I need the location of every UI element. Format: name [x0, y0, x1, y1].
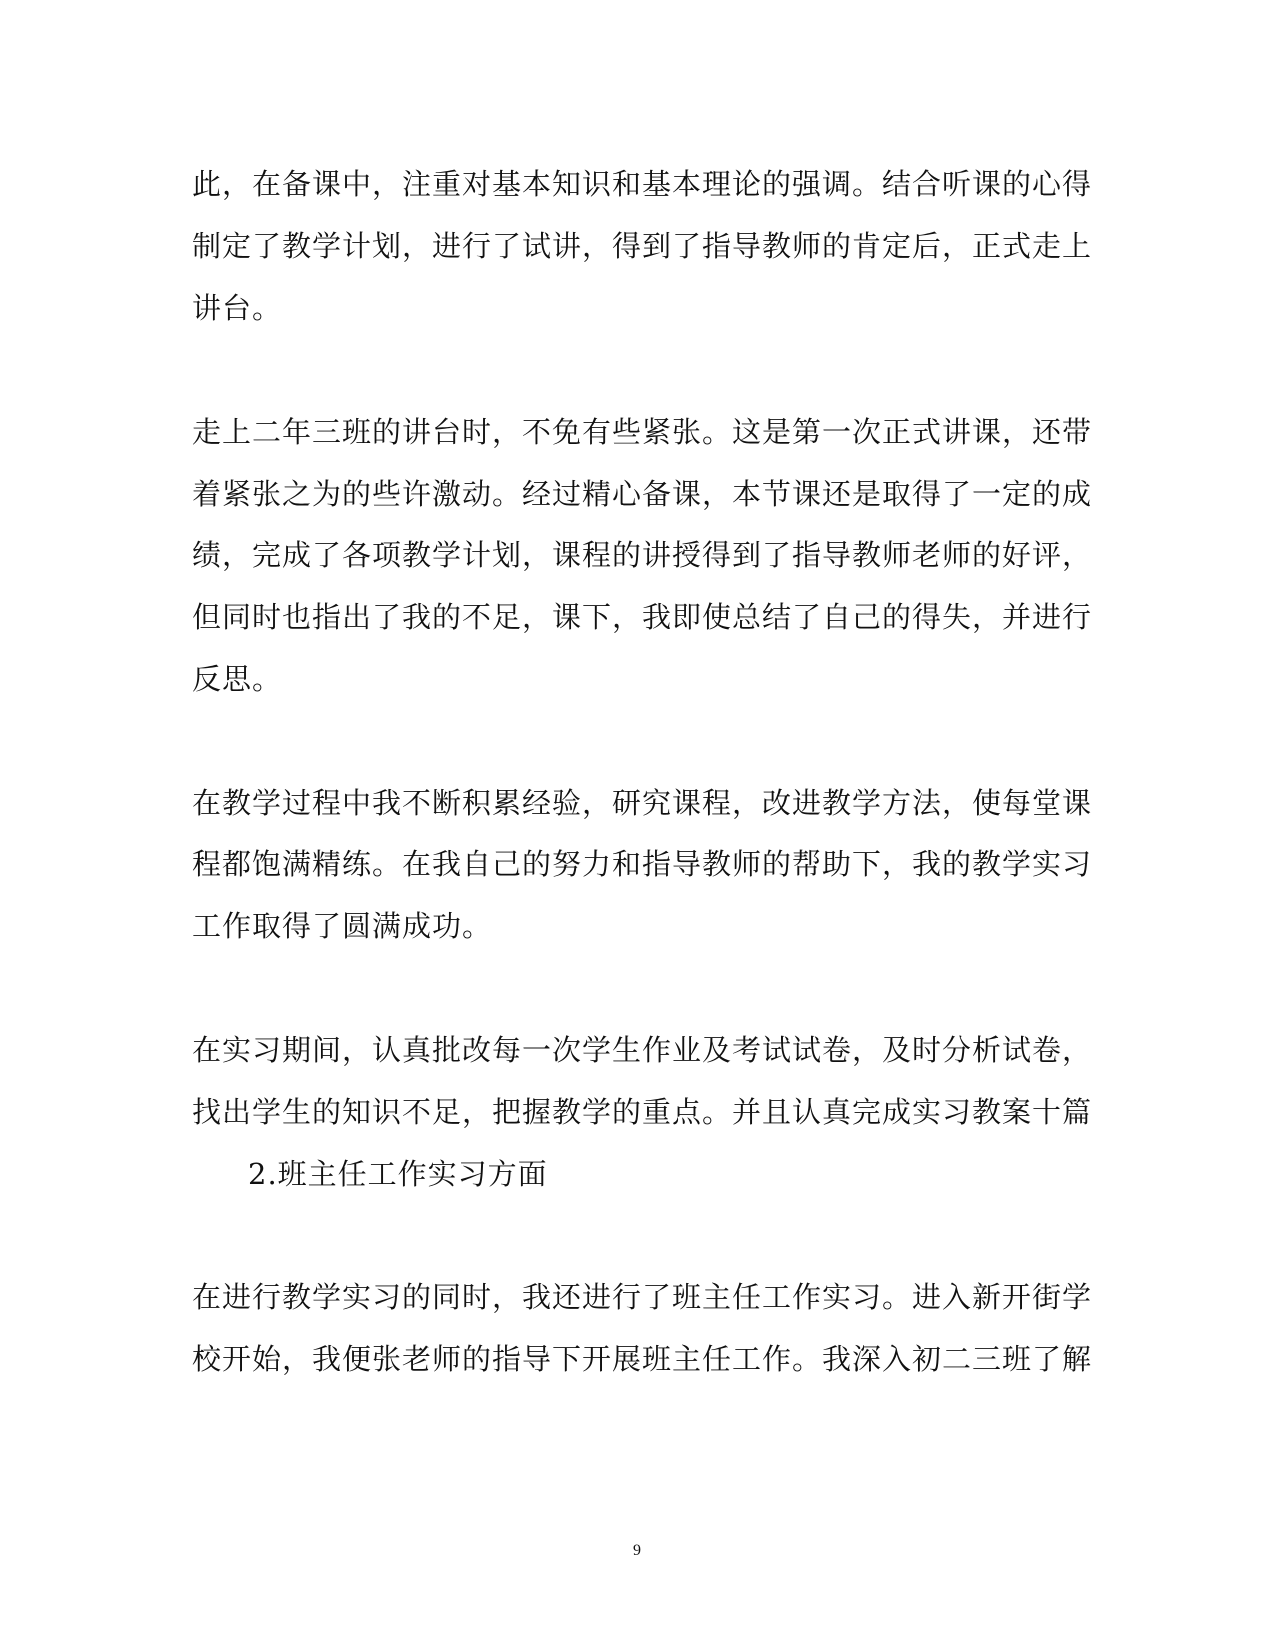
paragraph-1-line-2: 制定了教学计划，进行了试讲，得到了指导教师的肯定后，正式走上 [192, 229, 1093, 263]
paragraph-3-line-3: 工作取得了圆满成功。 [192, 909, 493, 943]
section-heading: 2.班主任工作实习方面 [248, 1157, 548, 1191]
paragraph-2-line-5: 反思。 [192, 662, 283, 696]
paragraph-4-line-2: 找出学生的知识不足，把握教学的重点。并且认真完成实习教案十篇 [192, 1095, 1093, 1129]
paragraph-2-line-4: 但同时也指出了我的不足，课下，我即使总结了自己的得失，并进行 [192, 600, 1093, 634]
page-number: 9 [633, 1542, 641, 1559]
paragraph-2-line-3: 绩，完成了各项教学计划，课程的讲授得到了指导教师老师的好评， [192, 538, 1093, 572]
paragraph-4-line-1: 在实习期间，认真批改每一次学生作业及考试试卷，及时分析试卷， [192, 1033, 1093, 1067]
paragraph-2-line-1: 走上二年三班的讲台时，不免有些紧张。这是第一次正式讲课，还带 [192, 415, 1093, 449]
paragraph-2-line-2: 着紧张之为的些许激动。经过精心备课，本节课还是取得了一定的成 [192, 477, 1093, 511]
paragraph-5-line-2: 校开始，我便张老师的指导下开展班主任工作。我深入初二三班了解 [192, 1342, 1093, 1376]
paragraph-5-line-1: 在进行教学实习的同时，我还进行了班主任工作实习。进入新开街学 [192, 1280, 1093, 1314]
paragraph-1-line-3: 讲台。 [192, 291, 283, 325]
paragraph-3-line-1: 在教学过程中我不断积累经验，研究课程，改进教学方法，使每堂课 [192, 786, 1093, 820]
paragraph-1-line-1: 此，在备课中，注重对基本知识和基本理论的强调。结合听课的心得 [192, 167, 1093, 201]
paragraph-3-line-2: 程都饱满精练。在我自己的努力和指导教师的帮助下，我的教学实习 [192, 847, 1093, 881]
